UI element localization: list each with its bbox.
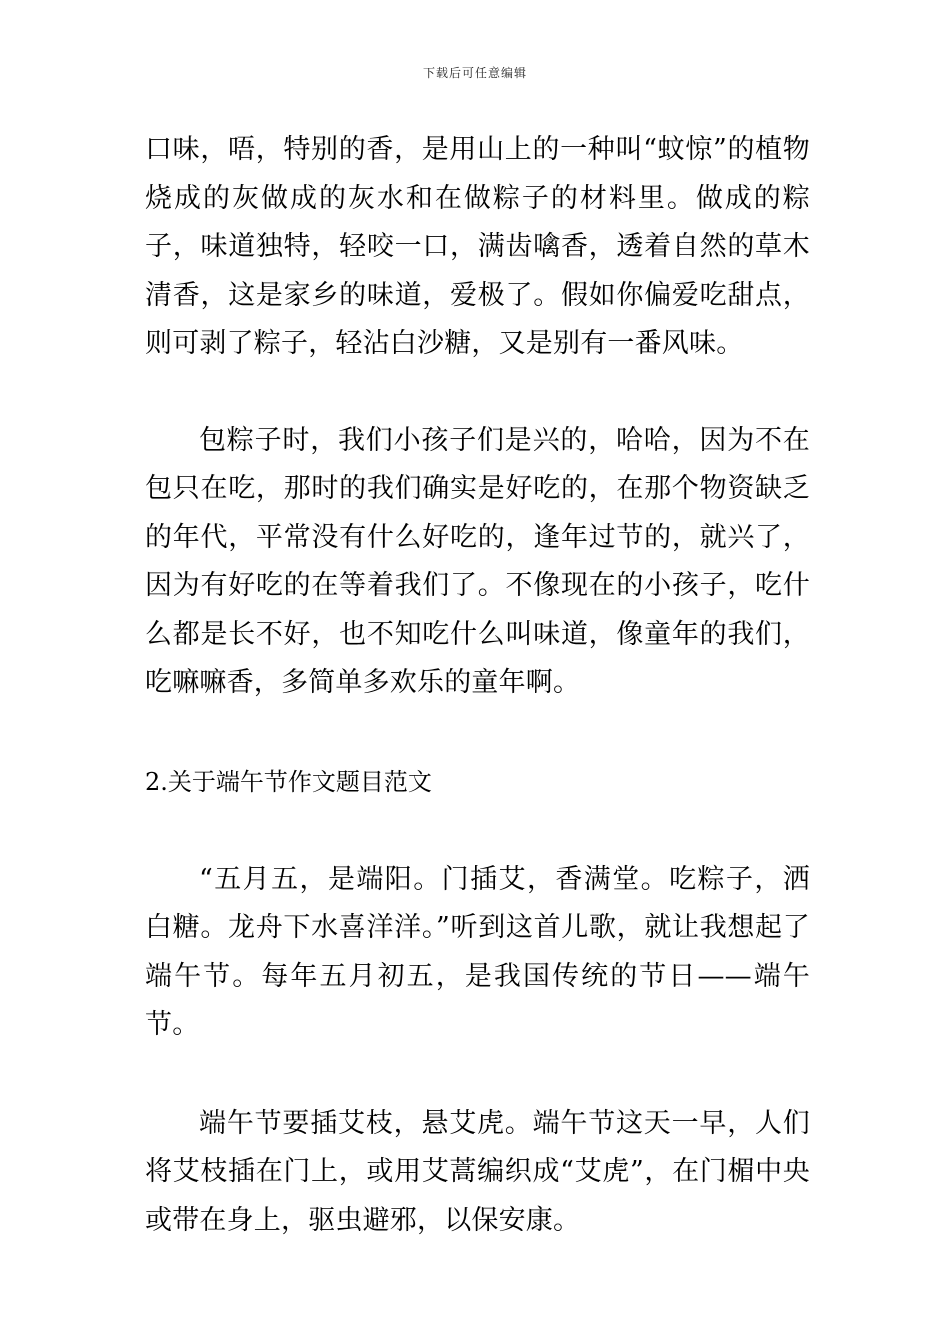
paragraph-ai-branches: 端午节要插艾枝，悬艾虎。端午节这天一早，人们将艾枝插在门上，或用艾蒿编织成“艾虎”，在门楣中央或带在身上，驱虫避邪，以保安康。: [145, 1107, 810, 1236]
paragraph-duanwu-song: “五月五，是端阳。门插艾，香满堂。吃粽子，洒白糖。龙舟下水喜洋洋。”听到这首儿歌，就让我想起了端午节。每年五月初五，是我国传统的节日——端午节。: [145, 863, 810, 1040]
document-body: [145, 126, 810, 1245]
paragraph-making-zongzi: 包粽子时，我们小孩子们是兴的，哈哈，因为不在包只在吃，那时的我们确实是好吃的，在那个物资缺乏的年代，平常没有什么好吃的，逢年过节的，就兴了，因为有好吃的在等着我们了。不像现在的小孩子，吃什么都是长不好，也不知吃什么叫味道，像童年的我们，吃嘛嘛香，多简单多欢乐的童年啊。: [145, 424, 810, 698]
paragraph-spacer: [145, 708, 810, 758]
paragraph-spacer: [145, 806, 810, 856]
paragraph-zongzi-flavor: 口味，唔，特别的香，是用山上的一种叫“蚊惊”的植物烧成的灰做成的灰水和在做粽子的材料里。做成的粽子，味道独特，轻咬一口，满齿噙香，透着自然的草木清香，这是家乡的味道，爱极了。假如你偏爱吃甜点，则可剥了粽子，轻沾白沙糖，又是别有一番风味。: [145, 134, 810, 359]
page-header: 下载后可任意编辑: [422, 66, 527, 80]
section-heading: 2.关于端午节作文题目范文: [145, 767, 432, 796]
paragraph-spacer: [145, 1050, 810, 1100]
paragraph-spacer: [145, 369, 810, 417]
